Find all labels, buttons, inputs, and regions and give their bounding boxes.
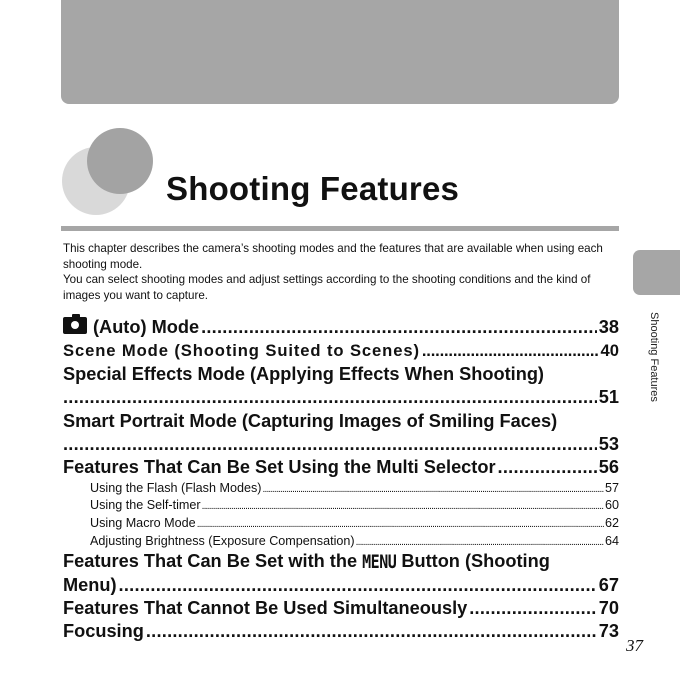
toc-leader — [262, 480, 604, 499]
toc-leader — [201, 316, 597, 339]
toc-entry-special-effects[interactable] — [63, 363, 619, 386]
toc-sub-label: Adjusting Brightness (Exposure Compensation) — [90, 533, 355, 548]
decorative-circle-dark — [87, 128, 153, 194]
side-tab-text: Shooting Features — [648, 312, 660, 402]
chapter-title: Shooting Features — [166, 170, 460, 207]
toc-entry-scene-mode[interactable] — [63, 339, 619, 362]
toc-label-text: (Auto) Mode — [93, 317, 200, 337]
toc-page: 73 — [598, 621, 619, 642]
toc-sub-page: 64 — [604, 533, 619, 548]
toc-subentry-self-timer[interactable] — [63, 497, 619, 515]
toc-entry-smart-portrait[interactable] — [63, 410, 619, 433]
toc-leader — [63, 386, 597, 409]
intro-paragraph-2: You can select shooting modes and adjust settings according to the shooting conditions and the kind of images you want to capture. — [63, 273, 591, 302]
toc-sub-page: 60 — [604, 498, 619, 513]
toc-leader — [146, 620, 597, 643]
toc-leader — [197, 515, 604, 534]
toc-leader — [422, 339, 599, 362]
intro-paragraph-1: This chapter describes the camera’s shooting modes and the features that are available when using each shooting mode. — [63, 242, 603, 271]
toc-leader — [119, 574, 597, 597]
toc-label: Special Effects Mode (Applying Effects When Shooting) — [63, 363, 544, 384]
toc-label-line2: Menu) — [63, 574, 117, 595]
toc-leader — [498, 456, 597, 479]
toc-label: Smart Portrait Mode (Capturing Images of Smiling Faces) — [63, 410, 558, 431]
toc-entry-smart-portrait-leader[interactable] — [63, 433, 619, 456]
toc-sub-label: Using the Flash (Flash Modes) — [90, 480, 262, 495]
toc-entry-special-effects-leader[interactable] — [63, 386, 619, 409]
toc-label: Scene Mode (Shooting Suited to Scenes) — [63, 341, 420, 361]
side-tab-label — [646, 312, 662, 422]
toc-leader — [469, 597, 597, 620]
toc-page: 38 — [598, 317, 619, 337]
toc-entry-multi-selector[interactable] — [63, 456, 619, 479]
toc-sub-page: 57 — [604, 480, 619, 495]
page-number: 37 — [626, 636, 643, 655]
toc-entry-focusing[interactable] — [63, 620, 619, 643]
toc-page: 40 — [600, 341, 619, 361]
title-divider — [61, 226, 619, 231]
toc-leader — [202, 497, 604, 516]
toc-page: 53 — [598, 433, 619, 454]
table-of-contents — [63, 316, 619, 644]
menu-button-icon: MENU — [362, 550, 397, 574]
toc-entry-menu-settings-leader[interactable] — [63, 574, 619, 597]
toc-page: 56 — [598, 457, 619, 478]
toc-label: Features That Cannot Be Used Simultaneously — [63, 597, 468, 618]
toc-label: Features That Can Be Set with the — [63, 551, 358, 572]
camera-icon — [63, 317, 87, 334]
toc-subentry-flash[interactable] — [63, 480, 619, 498]
toc-page: 70 — [598, 597, 619, 618]
toc-sub-label: Using Macro Mode — [90, 515, 196, 530]
header-band — [61, 0, 619, 104]
toc-page: 67 — [598, 574, 619, 595]
toc-label-continued: Button (Shooting — [401, 551, 550, 572]
toc-sub-label: Using the Self-timer — [90, 498, 201, 513]
toc-label: Focusing — [63, 621, 144, 642]
toc-leader — [63, 433, 597, 456]
toc-entry-menu-settings[interactable] — [63, 550, 619, 573]
toc-entry-cannot-use[interactable] — [63, 597, 619, 620]
toc-label: Features That Can Be Set Using the Multi Selector — [63, 457, 496, 478]
toc-entry-auto-mode[interactable] — [63, 316, 619, 339]
chapter-intro — [63, 241, 619, 303]
toc-label — [63, 316, 199, 339]
toc-subentry-exposure[interactable] — [63, 533, 619, 551]
toc-subentry-macro[interactable] — [63, 515, 619, 533]
toc-sub-page: 62 — [604, 515, 619, 530]
toc-page: 51 — [598, 387, 619, 408]
chapter-side-tab — [633, 250, 680, 295]
